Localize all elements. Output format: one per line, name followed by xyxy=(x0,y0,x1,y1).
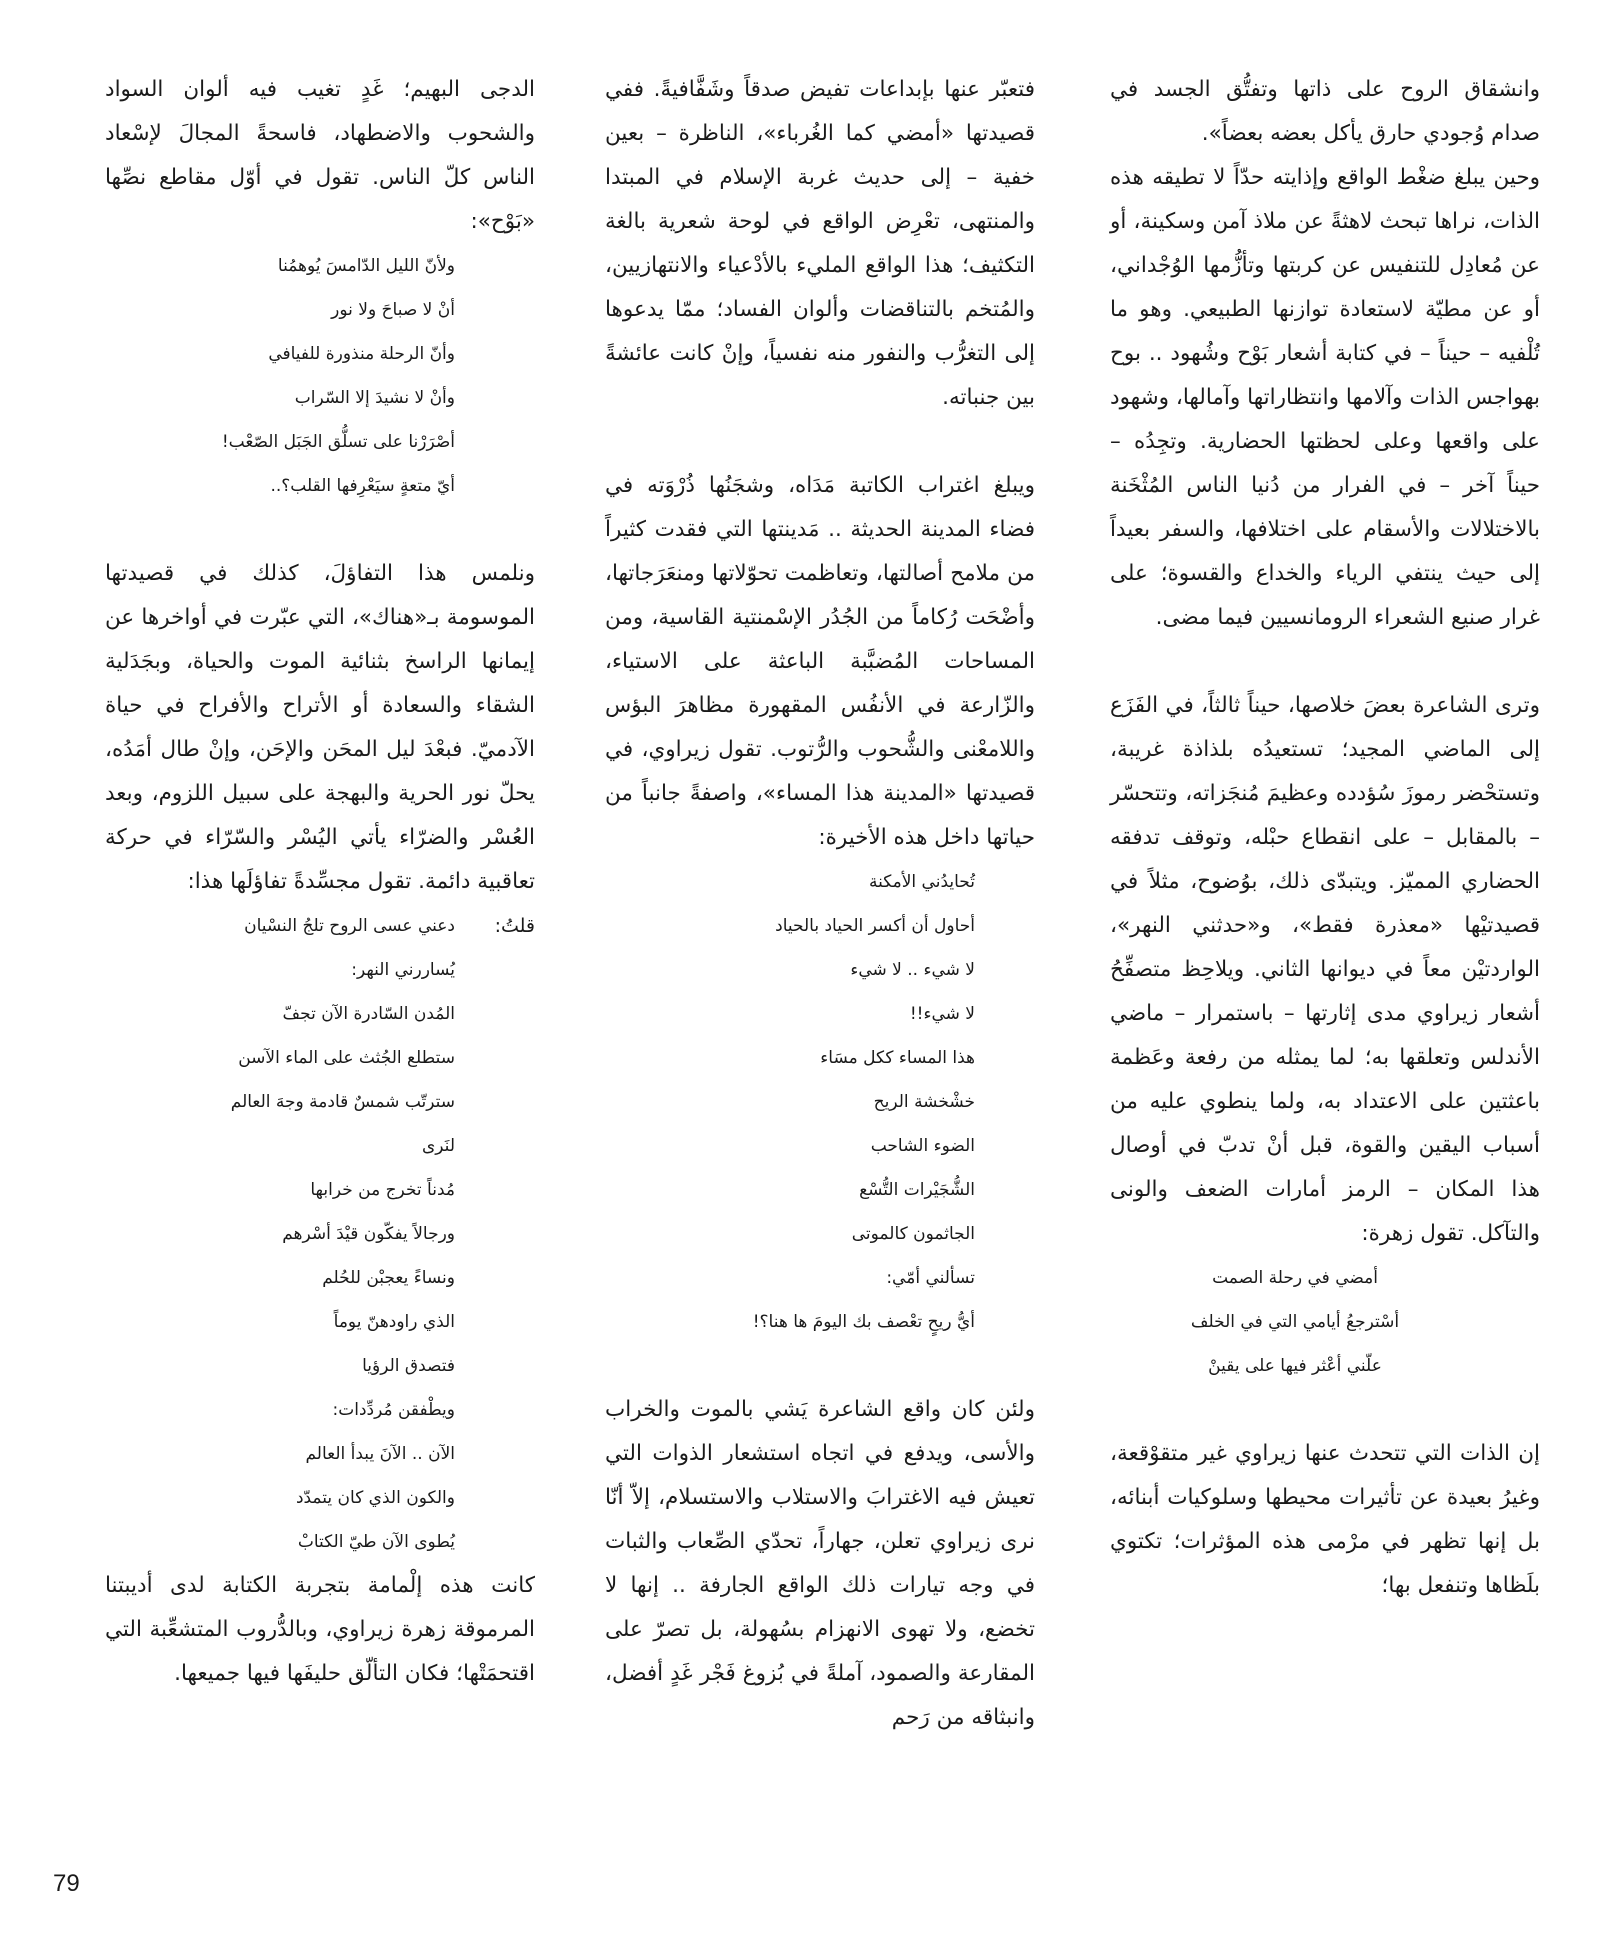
verse-line: فتصدق الرؤيا xyxy=(362,1356,455,1376)
verse-line: وأنّ الرحلة منذورة للفيافي xyxy=(268,344,455,364)
right-paragraph-2: وحين يبلغ ضغْط الواقع وإذايته حدّاً لا تطيقه هذه الذات، نراها تبحث لاهثةً عن ملاذ آمن وسكينة، أو عن مُعادِل للتنفيس عن كربتها وتأزُّمها الوُجْداني، أو عن مطيّة لاستعادة توازنها الطبيعي. وهو ما تُلْفيه – حيناً – في كتابة أشعار بَوْح وشُهود .. بوح بهواجس الذات وآلامها وانتظاراتها وآمالها، وشهود على واقعها وعلى لحظتها الحضارية. وتجِدُه – حيناً آخر – في الفرار من دُنيا الناس المُثْخَنة بالاختلالات والأسقام على اختلافها، والسفر بعيداً إلى حيث ينتفي الرياء والخداع والقسوة؛ على غرار صنيع الشعراء الرومانسيين فيما مضى. xyxy=(1110,165,1540,630)
middle-paragraph-2: ويبلغ اغتراب الكاتبة مَدَاه، وشجَنُها ذُرْوَته في فضاء المدينة الحديثة .. مَدينتها التي فقدت كثيراً من ملامح أصالتها، وتعاظمت تحوّلاتها ومنعَرَجاتها، وأضْحَت رُكاماً من الجُدُر الإسْمنتية القاسية، ومن المساحات المُضبَّبة الباعثة على الاستياء، والزّارعة في الأنفُس المقهورة مظاهرَ البؤس واللامعْنى والشُّحوب والرُّتوب. تقول زيراوي، في قصيدتها «المدينة هذا المساء»، واصفةً جانباً من حياتها داخل هذه الأخيرة: xyxy=(605,473,1035,850)
verse-line: الضوء الشاحب xyxy=(870,1136,975,1156)
verse-line: الجاثمون كالموتى xyxy=(851,1224,975,1244)
verse-line: أحاول أن أكسر الحياد بالحياد xyxy=(775,916,975,936)
verse-line: أنْ لا صباحَ ولا نور xyxy=(331,300,455,320)
middle-verse xyxy=(605,860,1035,1344)
right-paragraph-3: وترى الشاعرة بعضَ خلاصها، حيناً ثالثاً، في الفَزَع إلى الماضي المجيد؛ تستعيدُه بلذاذة غريبة، وتستحْضر رموزَ سُؤدده وعظيمَ مُنجَزاته، وتتحسّر – بالمقابل – على انقطاع حبْله، وتوقف تدفقه الحضاري المميّز. ويتبدّى ذلك، بوُضوح، مثلاً في قصيدتيْها «معذرة فقط»، و«حدثني النهر»، الواردتيْن معاً في ديوانها الثاني. ويلاحِظ متصفِّحُ أشعار زيراوي مدى إثارتها – باستمرار – ماضي الأندلس وتعلقها به؛ لما يمثله من رفعة وعَظمة باعثتين على الاعتداد به، ولما ينطوي عليه من أسباب اليقين والقوة، قبل أنْ تدبّ في أوصال هذا المكان – الرمز أمارات الضعف والونى والتآكل. تقول زهرة: xyxy=(1110,693,1540,1246)
page-number: 79 xyxy=(53,1870,80,1897)
verse-line: الشُّجَيْرات التُّسْع xyxy=(859,1180,975,1200)
right-paragraph-1: وانشقاق الروح على ذاتها وتفتُّق الجسد في صدام وُجودي حارق يأكل بعضه بعضاً». xyxy=(1110,77,1540,146)
left-verse-1 xyxy=(105,244,535,508)
verse-line: أيُّ ريحٍ تعْصف بك اليومَ ها هنا؟! xyxy=(752,1312,975,1332)
verse-line: أصْرَرْنا على تسلُّق الجَبَل الصّعْب! xyxy=(221,432,455,452)
verse-line: سترتّب شمسٌ قادمة وجهَ العالم xyxy=(230,1092,455,1112)
verse-line: ونساءً يعجبْن للحُلم xyxy=(322,1268,455,1288)
left-paragraph-2: ونلمس هذا التفاؤلَ، كذلك في قصيدتها الموسومة بـ«هناك»، التي عبّرت في أواخرها عن إيمانها الراسخ بثنائية الموت والحياة، وبجَدَلية الشقاء والسعادة أو الأتراح والأفراح في حياة الآدميّ. فبعْدَ ليل المحَن والإحَن، وإنْ طال أمَدُه، يحلّ نور الحرية والبهجة على سبيل اللزوم، وبعد العُسْر والضرّاء يأتي اليُسْر والسّرّاء في حركة تعاقبية دائمة. تقول مجسِّدةً تفاؤلَها هذا: xyxy=(105,561,535,894)
verse-line: والكون الذي كان يتمدّد xyxy=(295,1488,455,1508)
paragraph-gap xyxy=(1110,640,1540,684)
right-verse xyxy=(1110,1256,1540,1388)
paragraph-gap xyxy=(1110,1388,1540,1432)
qult-verse-body xyxy=(105,904,535,1564)
verse-line: خشْخشة الريح xyxy=(873,1092,975,1112)
verse-line: تُحايدُني الأمكنة xyxy=(868,872,975,892)
middle-column xyxy=(605,68,1035,1740)
middle-paragraph-3: ولئن كان واقع الشاعرة يَشي بالموت والخراب والأسى، ويدفع في اتجاه استشعار الذوات التي تعيش فيه الاغترابَ والاستلاب والاستسلام، إلاّ أنّا نرى زيراوي تعلن، جهاراً، تحدّي الصِّعاب والثبات في وجه تيارات ذلك الواقع الجارفة .. إنها لا تخضع، ولا تهوى الانهزام بسُهولة، بل تصرّ على المقارعة والصمود، آملةً في بُزوغ فَجْر غَدٍ أفضل، وانبثاقه من رَحم xyxy=(605,1397,1035,1730)
verse-line: ولأنّ الليل الدّامسَ يُوهمُنا xyxy=(277,256,455,276)
verse-line: هذا المساء ككل مسَاء xyxy=(820,1048,975,1068)
verse-line: يُطوى الآن طيّ الكتابْ xyxy=(297,1532,455,1552)
verse-line: المُدن السّادرة الآن تجفّ xyxy=(282,1004,455,1024)
verse-line: لا شيء!! xyxy=(909,1004,975,1024)
paragraph-gap xyxy=(105,508,535,552)
verse-line: ويطْفقن مُردِّدات: xyxy=(332,1400,455,1420)
verse-line: أيّ متعةٍ سيَعْرِفها القلب؟.. xyxy=(270,476,455,496)
verse-line: دعني عسى الروح تلجُ النسْيان xyxy=(244,916,455,936)
verse-line: لا شيء .. لا شيء xyxy=(850,960,975,980)
left-column xyxy=(105,68,535,1696)
verse-line: وأنْ لا نشيدَ إلا السّراب xyxy=(294,388,455,408)
verse-line: الآن .. الآنَ يبدأ العالم xyxy=(305,1444,455,1464)
verse-line: تسألني أمّي: xyxy=(886,1268,975,1288)
qult-label: قلتُ: xyxy=(494,915,535,937)
right-column xyxy=(1110,68,1540,1608)
paragraph-gap xyxy=(605,1344,1035,1388)
middle-paragraph-1: فتعبّر عنها بإبداعات تفيض صدقاً وشَفَّافيةً. ففي قصيدتها «أمضي كما الغُرباء»، الناظرة – بعين خفية – إلى حديث غربة الإسلام في المبتدا والمنتهى، تعْرِض الواقع في لوحة شعرية بالغة التكثيف؛ هذا الواقع المليء بالأدْعياء والانتهازيين، والمُتخم بالتناقضات وألوان الفساد؛ ممّا يدعوها إلى التغرُّب والنفور منه نفسياً، وإنْ كانت عائشةً بين جنباته. xyxy=(605,77,1035,410)
verse-line: أسْترجعُ أيامي التي في الخلف xyxy=(1190,1312,1400,1332)
verse-line: لنَرى xyxy=(422,1136,455,1156)
verse-line: علّني أعْثر فيها على يقينْ xyxy=(1208,1356,1382,1376)
verse-line: مُدناً تخرج من خرابها xyxy=(310,1180,455,1200)
verse-line: ستطلع الجُثث على الماء الآسن xyxy=(238,1048,455,1068)
left-paragraph-3: كانت هذه إلْمامة بتجربة الكتابة لدى أديبتنا المرموقة زهرة زيراوي، وبالدُّروب المتشعِّبة التي اقتحمَتْها؛ فكان التألّق حليفَها فيها جميعها. xyxy=(105,1573,535,1686)
right-paragraph-4: إن الذات التي تتحدث عنها زيراوي غير متقوْقعة، وغيرُ بعيدة عن تأثيرات محيطها وسلوكيات أبنائه، بل إنها تظهر في مرْمى هذه المؤثرات؛ تكتوي بلَظاها وتنفعل بها؛ xyxy=(1110,1441,1540,1598)
left-verse-2 xyxy=(105,904,535,1564)
verse-line: أمضي في رحلة الصمت xyxy=(1212,1268,1378,1288)
left-paragraph-1: الدجى البهيم؛ غَدٍ تغيب فيه ألوان السواد والشحوب والاضطهاد، فاسحةً المجالَ لإسْعاد الناس كلّ الناس. تقول في أوّل مقاطع نصِّها «بَوْح»: xyxy=(105,77,535,234)
verse-line: يُساررني النهر: xyxy=(351,960,455,980)
paragraph-gap xyxy=(605,420,1035,464)
verse-line: ورجالاً يفكّون قيْدَ أسْرهم xyxy=(282,1224,455,1244)
verse-line: الذي راودهنّ يوماً xyxy=(333,1312,455,1332)
